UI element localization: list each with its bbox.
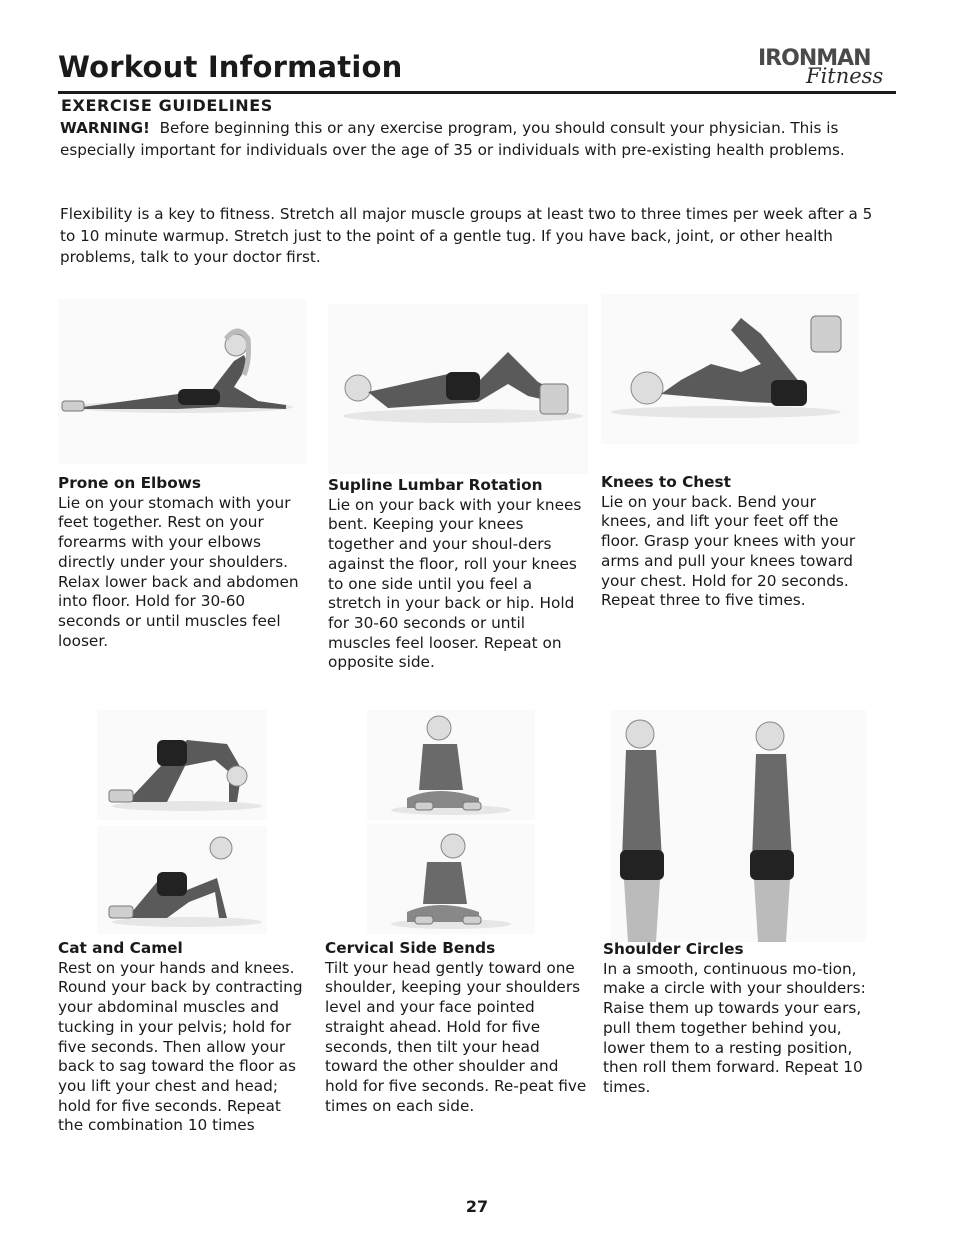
exercise-card: [603, 940, 871, 1098]
exercise-card: [325, 939, 593, 1116]
photo-cat-pose: [97, 710, 267, 820]
exercise-description: Rest on your hands and knees. Round your back by contracting your abdominal muscles and tucking in your pelvis; hold for five seconds. Then allow your back to sag toward the floor as you lift your chest and head; hold for five seconds. Repeat the combination 10 times: [58, 958, 303, 1135]
photo-camel-pose: [97, 826, 267, 934]
exercise-title: Shoulder Circles: [603, 940, 744, 958]
exercise-description: In a smooth, continuous mo-tion, make a circle with your shoulders: Raise them up towards your ears, pull them together behind you, lower them to a resting position, then roll them forward. Repeat 10 times.: [603, 959, 866, 1096]
exercise-description: Lie on your back with your knees bent. Keeping your knees together and your shoul-ders against the floor, roll your knees to one side until you feel a stretch in your back or hip. Hold for 30-60 seconds or until muscles feel looser. Repeat on opposite side.: [328, 495, 582, 672]
logo-brand-text: IRONMAN: [758, 46, 871, 71]
section-heading: EXERCISE GUIDELINES: [61, 96, 273, 115]
warning-text: Before beginning this or any exercise program, you should consult your physician. This is especially important for individuals over the age of 35 or individuals with pre-existing health problems.: [60, 119, 845, 159]
page-number: 27: [465, 1197, 489, 1216]
logo-script-text: Fitness: [806, 64, 884, 88]
warning-label: WARNING!: [60, 119, 150, 137]
exercise-card: [58, 474, 308, 651]
exercise-description: Tilt your head gently toward one shoulder, keeping your shoulders level and your face pointed straight ahead. Hold for five seconds, then tilt your head toward the other shoulder and hold for five seconds. Re-peat five times on each side.: [325, 958, 587, 1115]
exercise-card: [601, 473, 866, 611]
exercise-title: Supline Lumbar Rotation: [328, 476, 543, 494]
warning-paragraph: [60, 118, 880, 161]
photo-shoulder-circles: [610, 710, 866, 942]
photo-cervical-neutral: [367, 710, 535, 820]
header-divider: [58, 91, 896, 94]
photo-knees-to-chest: [601, 294, 859, 444]
exercise-title: Cat and Camel: [58, 939, 183, 957]
exercise-title: Cervical Side Bends: [325, 939, 496, 957]
exercise-title: Prone on Elbows: [58, 474, 201, 492]
photo-cervical-tilt: [367, 824, 535, 934]
exercise-title: Knees to Chest: [601, 473, 731, 491]
ironman-fitness-logo: [756, 44, 898, 92]
photo-supline-lumbar-rotation: [328, 304, 588, 474]
exercise-card: [58, 939, 308, 1136]
exercise-description: Lie on your stomach with your feet together. Rest on your forearms with your elbows directly under your shoulders. Relax lower back and abdomen into floor. Hold for 30-60 seconds or until muscles feel looser.: [58, 493, 299, 650]
exercise-card: [328, 476, 590, 673]
exercise-description: Lie on your back. Bend your knees, and lift your feet off the floor. Grasp your knees with your arms and pull your knees toward your chest. Hold for 20 seconds. Repeat three to five times.: [601, 492, 856, 610]
page-title: Workout Information: [58, 50, 403, 84]
flexibility-paragraph: Flexibility is a key to fitness. Stretch all major muscle groups at least two to three times per week after a 5 to 10 minute warmup. Stretch just to the point of a gentle tug. If you have back, joint, or other health problems, talk to your doctor first.: [60, 205, 873, 267]
photo-prone-on-elbows: [58, 299, 306, 464]
